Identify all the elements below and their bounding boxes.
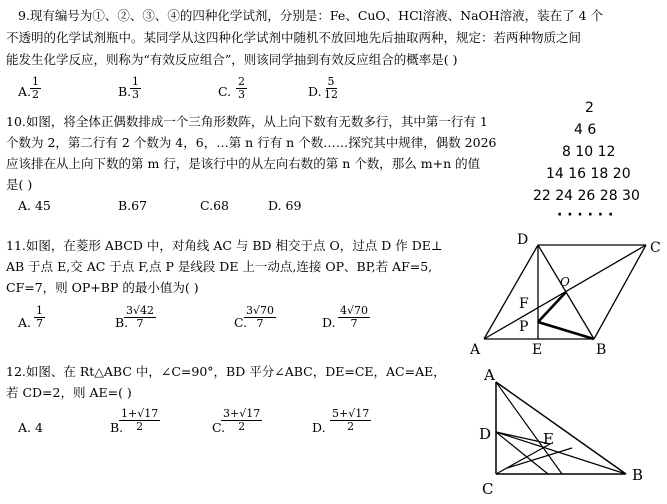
q9-line-3: 能发生化学反应，则称为“有效反应组合”，则该同学抽到有效反应组合的概率是( ) — [6, 52, 458, 67]
label-f: F — [519, 296, 529, 312]
q11-option-d-fraction: $\frac{4√70}{7}$ — [340, 304, 369, 330]
label-b: B — [632, 466, 644, 484]
q11-option-a-label: A. — [18, 315, 32, 330]
triangle-row-2: 4 6 — [574, 122, 597, 138]
q12-option-b-fraction: $\frac{1+√17}{2}$ — [121, 407, 159, 433]
q10-option-d: D. 69 — [268, 198, 302, 213]
bisector-bd — [496, 432, 626, 474]
q10-option-b: B.67 — [118, 198, 148, 213]
label-e: E — [532, 342, 543, 358]
q9-line-1: 9.现有编号为①、②、③、④的四种化学试剂，分别是：Fe、CuO、HCl溶液、NaOH溶液，装在了 4 个 — [18, 8, 604, 23]
q12-option-d-fraction: $\frac{5+√17}{2}$ — [332, 407, 370, 433]
q11-line-2: AB 于点 E,交 AC 于点 F,点 P 是线段 DE 上一动点,连接 OP、BP,若 AF=5, — [6, 259, 433, 274]
helper-line-3 — [507, 448, 572, 468]
triangle-row-3: 8 10 12 — [562, 144, 616, 160]
q12-option-c-label: C. — [212, 420, 226, 435]
triangle-row-5: 22 24 26 28 30 — [533, 188, 640, 204]
label-o: O — [560, 275, 570, 289]
label-p: P — [519, 319, 529, 335]
q12-line-1: 12.如图、在 Rt△ABC 中，∠C=90°，BD 平分∠ABC，DE=CE，AC=AE， — [6, 364, 446, 379]
q9-option-d-fraction: $\frac{5}{12}$ — [324, 75, 338, 101]
q11-option-a-fraction: $\frac{1}{7}$ — [36, 304, 43, 330]
q12-line-2: 若 CD=2，则 AE=( ) — [6, 385, 132, 400]
q10-line-3: 应该排在从上向下数的第 m 行，是该行中的从左向右数的第 n 个数，那么 m+n 的值 — [6, 156, 481, 171]
q10-option-c: C.68 — [200, 198, 229, 213]
label-d: D — [479, 425, 492, 443]
q12-option-a: A. 4 — [18, 420, 43, 435]
label-a: A — [470, 342, 481, 358]
label-d: D — [517, 232, 529, 248]
q11-option-c-fraction: $\frac{3√70}{7}$ — [246, 304, 275, 330]
triangle-row-4: 14 16 18 20 — [546, 166, 631, 182]
q10-option-a: A. 45 — [18, 198, 51, 213]
q11-option-b-fraction: $\frac{3√42}{7}$ — [126, 304, 155, 330]
q9-option-b-label: B. — [118, 84, 132, 99]
q11-option-b-label: B. — [115, 315, 129, 330]
label-a: A — [484, 366, 495, 384]
label-b: B — [596, 342, 607, 358]
q12-option-c-fraction: $\frac{3+√17}{2}$ — [223, 407, 261, 433]
q11-option-c-label: C. — [234, 315, 248, 330]
label-c: C — [482, 480, 494, 498]
q9-option-d-label: D. — [308, 84, 322, 99]
q9-option-c-label: C. — [218, 84, 232, 99]
triangle-ellipsis: · · · · · · — [557, 207, 614, 223]
q11-option-d-label: D. — [322, 315, 336, 330]
q9-option-b-fraction: $\frac{1}{3}$ — [132, 75, 139, 101]
q9-option-c-fraction: $\frac{2}{3}$ — [238, 75, 245, 101]
q11-line-1: 11.如图，在菱形 ABCD 中，对角线 AC 与 BD 相交于点 O，过点 D 作 DE⊥ — [6, 238, 443, 253]
q9-option-a-fraction: $\frac{1}{2}$ — [32, 75, 39, 101]
q11-line-3: CF=7，则 OP+BP 的最小值为( ) — [6, 280, 199, 295]
label-e: E — [543, 430, 554, 448]
helper-line-1 — [496, 382, 562, 474]
q10-line-4: 是( ) — [6, 177, 33, 192]
q9-line-2: 不透明的化学试剂瓶中。某同学从这四种化学试剂中随机不放回地先后抽取两种，规定：若两种物质之间 — [6, 30, 582, 45]
side-ab — [496, 382, 626, 474]
q12-option-d-label: D. — [312, 420, 326, 435]
q12-option-b-label: B. — [110, 420, 124, 435]
q10-line-2: 个数为 2，第二行有 2 个数为 4，6，…第 n 行有 n 个数……探究其中规律，偶数 2026 — [6, 135, 497, 150]
triangle-row-1: 2 — [585, 100, 594, 116]
q9-option-a-label: A. — [18, 84, 32, 99]
label-c: C — [650, 240, 661, 256]
q10-line-1: 10.如图，将全体正偶数排成一个三角形数阵，从上向下数有无数多行，其中第一行有 1 — [6, 114, 488, 129]
